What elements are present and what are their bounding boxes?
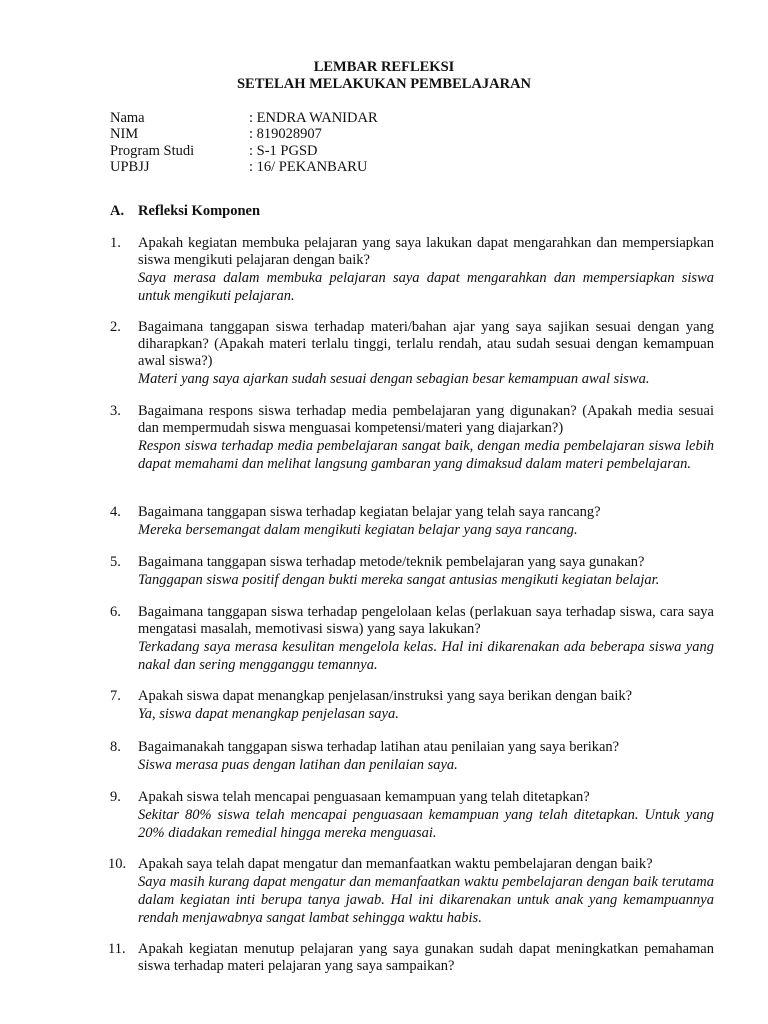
item-number: 2. <box>110 319 121 335</box>
section-title: Refleksi Komponen <box>138 203 261 219</box>
item-number: 7. <box>110 688 121 704</box>
item-number: 4. <box>110 504 121 520</box>
answer-text: Siswa merasa puas dengan latihan dan penilaian saya. <box>138 757 458 773</box>
reflection-item-9 <box>110 789 714 842</box>
question-text: Apakah siswa dapat menangkap penjelasan/instruksi yang saya berikan dengan baik? <box>138 688 633 704</box>
question-text: Bagaimana tanggapan siswa terhadap metode/teknik pembelajaran yang saya gunakan? <box>138 554 645 570</box>
identity-row-upbjj <box>110 159 378 175</box>
document-subtitle: SETELAH MELAKUKAN PEMBELAJARAN <box>236 76 532 92</box>
identity-value: : 819028907 <box>249 126 322 143</box>
question-text: Apakah kegiatan membuka pelajaran yang saya lakukan dapat mengarahkan dan mempersiapkan siswa mengikuti pelajaran dengan baik? <box>138 235 714 268</box>
reflection-item-10 <box>110 856 714 927</box>
answer-text: Materi yang saya ajarkan sudah sesuai dengan sebagian besar kemampuan awal siswa. <box>138 371 650 387</box>
document-title: LEMBAR REFLEKSI <box>313 59 455 75</box>
item-number: 8. <box>110 739 121 755</box>
answer-text: Ya, siswa dapat menangkap penjelasan saya. <box>138 706 399 722</box>
identity-row-nim <box>110 126 378 142</box>
section-letter: A. <box>110 203 125 219</box>
identity-value: : S-1 PGSD <box>249 142 318 159</box>
question-text: Bagaimana respons siswa terhadap media pembelajaran yang digunakan? (Apakah media sesuai dan mempermudah siswa menguasai kompetensi/materi yang diajarkan?) <box>138 403 714 436</box>
question-text: Bagaimanakah tanggapan siswa terhadap latihan atau penilaian yang saya berikan? <box>138 739 620 755</box>
identity-label: NIM <box>110 126 139 143</box>
answer-text: Terkadang saya merasa kesulitan mengelola kelas. Hal ini dikarenakan ada beberapa siswa yang nakal dan sering mengganggu temannya. <box>138 639 714 673</box>
question-text: Bagaimana tanggapan siswa terhadap pengelolaan kelas (perlakuan saya terhadap siswa, cara saya mengatasi masalah, memotivasi siswa) yang saya lakukan? <box>138 604 714 637</box>
question-text: Apakah saya telah dapat mengatur dan memanfaatkan waktu pembelajaran dengan baik? <box>138 856 653 872</box>
question-text: Bagaimana tanggapan siswa terhadap kegiatan belajar yang telah saya rancang? <box>138 504 601 520</box>
reflection-item-1 <box>110 235 714 305</box>
item-number: 1. <box>110 235 121 251</box>
section-heading <box>110 203 260 220</box>
identity-label: Nama <box>110 110 145 126</box>
reflection-item-7 <box>110 688 714 723</box>
answer-text: Tanggapan siswa positif dengan bukti mereka sangat antusias mengikuti kegiatan belajar. <box>138 572 660 588</box>
reflection-item-5 <box>110 554 714 589</box>
identity-label: UPBJJ <box>110 158 150 175</box>
item-number: 11. <box>108 941 126 957</box>
answer-text: Respon siswa terhadap media pembelajaran sangat baik, dengan media pembelajaran siswa lebih dapat memahami dan melihat langsung gambaran yang dimaksud dalam materi pembelajaran. <box>138 438 714 472</box>
question-text: Apakah siswa telah mencapai penguasaan kemampuan yang telah ditetapkan? <box>138 789 590 805</box>
question-text: Bagaimana tanggapan siswa terhadap materi/bahan ajar yang saya sajikan sesuai dengan yang diharapkan? (Apakah materi terlalu tinggi, terlalu rendah, atau sudah sesuai dengan kemampuan awal siswa?) <box>138 319 714 369</box>
reflection-item-2 <box>110 319 714 388</box>
item-number: 3. <box>110 403 121 419</box>
item-number: 6. <box>110 604 121 620</box>
reflection-item-3 <box>110 403 714 473</box>
identity-row-name <box>110 110 378 126</box>
identity-value: : ENDRA WANIDAR <box>249 110 378 126</box>
reflection-item-4 <box>110 504 714 539</box>
item-number: 10. <box>108 856 127 872</box>
answer-text: Mereka bersemangat dalam mengikuti kegiatan belajar yang saya rancang. <box>138 522 578 538</box>
question-text: Apakah kegiatan menutup pelajaran yang saya gunakan sudah dapat meningkatkan pemahaman siswa terhadap materi pelajaran yang saya sampaikan? <box>138 941 714 974</box>
reflection-item-6 <box>110 604 714 674</box>
answer-text: Saya masih kurang dapat mengatur dan memanfaatkan waktu pembelajaran dengan baik terutama dalam kegiatan inti berupa tanya jawab. Hal ini dikarenakan untuk anak yang kemampuannya rendah menjawabnya sangat lambat sehingga waktu habis. <box>138 874 714 926</box>
item-number: 9. <box>110 789 121 805</box>
identity-row-program <box>110 143 378 159</box>
reflection-item-11 <box>110 941 714 975</box>
answer-text: Saya merasa dalam membuka pelajaran saya dapat mengarahkan dan mempersiapkan siswa untuk mengikuti pelajaran. <box>138 270 714 304</box>
identity-label: Program Studi <box>110 142 195 159</box>
item-number: 5. <box>110 554 121 570</box>
answer-text: Sekitar 80% siswa telah mencapai penguasaan kemampuan yang telah ditetapkan. Untuk yang 20% diadakan remedial hingga mereka menguasai. <box>138 807 714 841</box>
identity-block <box>110 110 378 175</box>
reflection-item-8 <box>110 739 714 774</box>
identity-value: : 16/ PEKANBARU <box>249 158 368 175</box>
